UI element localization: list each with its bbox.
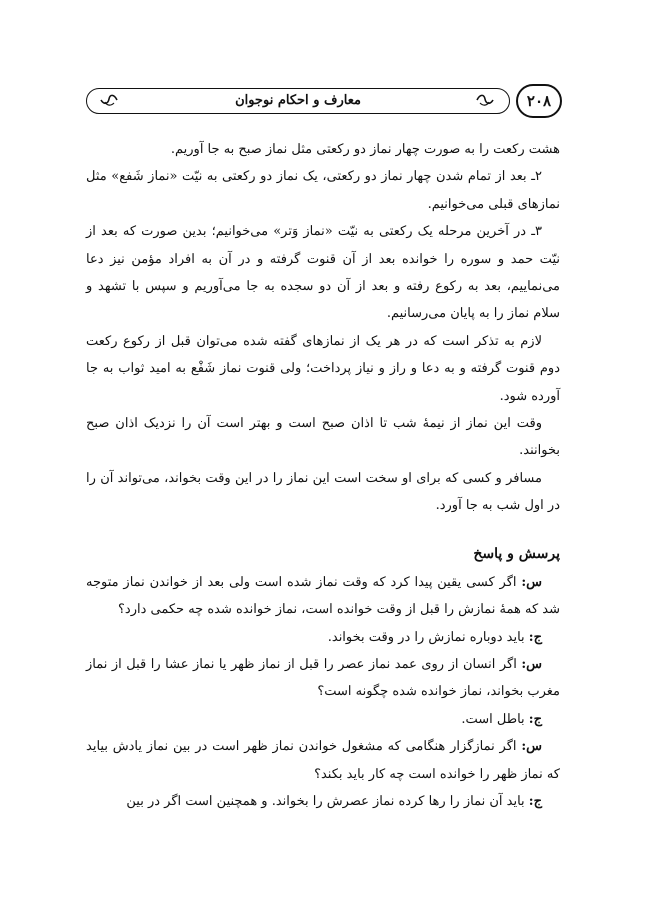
question-label: س:: [521, 656, 542, 672]
section-gap: [86, 520, 560, 539]
answer: [86, 788, 560, 815]
question-text: اگر انسان از روی عمد نماز عصر را قبل از نماز ظهر یا نماز عشا را قبل از نماز مغرب بخواند، نماز خوانده شده چگونه است؟: [86, 656, 560, 700]
ornament-left-icon: [99, 92, 119, 108]
page-number: ۲۰۸: [516, 84, 562, 118]
answer-text: باید دوباره نمازش را در وقت بخواند.: [327, 629, 525, 645]
answer-label: ج:: [528, 793, 542, 809]
paragraph: هشت رکعت را به صورت چهار نماز دو رکعتی مثل نماز صبح به جا آوریم.: [170, 142, 560, 157]
paragraph: مسافر و کسی که برای او سخت است این نماز را در این وقت بخواند، می‌تواند آن را در اول شب به جا آورد.: [86, 470, 560, 514]
answer-label: ج:: [528, 629, 542, 645]
section-title: پرسش و پاسخ: [473, 545, 560, 562]
question-label: س:: [521, 574, 542, 590]
question-text: اگر نمازگزار هنگامی که مشغول خواندن نماز ظهر است در بین نماز یادش بیاید که نماز ظهر را خوانده است چه کار باید بکند؟: [86, 739, 560, 782]
header-title: معارف و احکام نوجوان: [235, 93, 361, 108]
running-header: [86, 84, 562, 118]
paragraph: وقت این نماز از نیمهٔ شب تا اذان صبح است و بهتر است آن را نزدیک اذان صبح بخوانند.: [86, 416, 560, 459]
question-label: س:: [521, 739, 542, 755]
answer-text: باطل است.: [461, 711, 525, 727]
paragraph: ۲ـ بعد از تمام شدن چهار نماز دو رکعتی، یک نماز دو رکعتی به نیّت «نماز شَفع» مثل نمازهای قبلی می‌خوانیم.: [86, 169, 560, 212]
question: [86, 569, 560, 624]
page-body: [86, 136, 560, 815]
paragraph: ۳ـ در آخرین مرحله یک رکعتی به نیّت «نماز وَتر» می‌خوانیم؛ بدین صورت که بعد از نیّت حمد و سوره را خوانده بعد از آن قنوت گرفته و در آن به افراد مؤمن نیز دعا می‌نماییم، بعد به رکوع رفته و بعد از آن دو سجده به جا می‌آوریم و سپس با تشهد و سلام نماز را به پایان می‌رسانیم.: [86, 224, 560, 322]
answer-label: ج:: [528, 711, 542, 727]
answer: [86, 624, 560, 651]
answer: [86, 706, 560, 733]
question-text: اگر کسی یقین پیدا کرد که وقت نماز شده است ولی بعد از خواندن نماز متوجه شد که همهٔ نمازش را قبل از وقت خوانده است، نماز خوانده شده چه حکمی دارد؟: [86, 574, 560, 618]
header-band: [86, 88, 510, 114]
answer-text: باید آن نماز را رها کرده نماز عصرش را بخواند. و همچنین است اگر در بین: [126, 793, 525, 809]
question: [86, 733, 560, 788]
question: [86, 651, 560, 706]
paragraph: لازم به تذکر است که در هر یک از نمازهای گفته شده می‌توان قبل از رکوع رکعت دوم قنوت گرفته و به دعا و راز و نیاز پرداخت؛ ولی قنوت نماز شَفْع به امید ثواب به جا آورده شود.: [86, 333, 560, 404]
